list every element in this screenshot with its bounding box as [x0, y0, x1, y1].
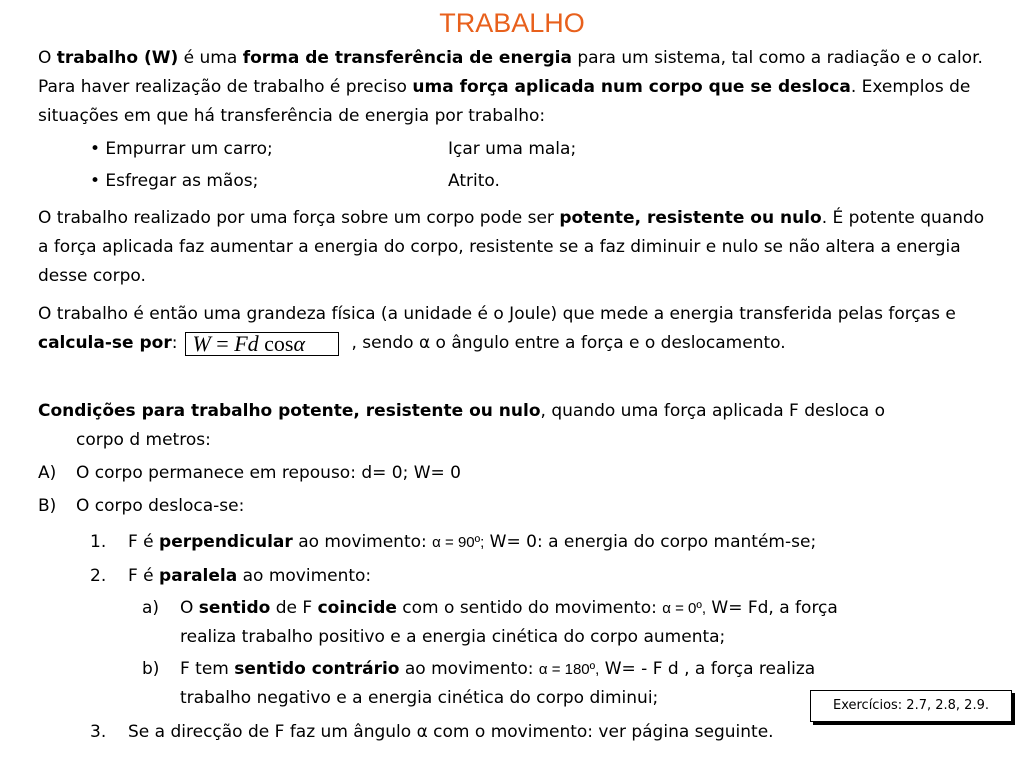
item-3-marker: 3. — [90, 722, 107, 742]
example-rub-hands: • Esfregar as mãos; — [90, 171, 259, 191]
case-b-marker: B) — [38, 496, 57, 516]
example-friction: Atrito. — [448, 171, 500, 191]
intro-paragraph: O trabalho (W) é uma forma de transferência de energia para um sistema, tal como a radiação e o calor. Para haver realização de trabalho é preciso uma força aplicada num corpo que se desloca. Exemplos de situações em que há transferência de energia por trabalho: — [38, 48, 983, 126]
item-1-text: F é perpendicular ao movimento: α = 90º; W= 0: a energia do corpo mantém-se; — [128, 532, 817, 552]
example-push-car: • Empurrar um carro; — [90, 139, 273, 159]
case-a-text: O corpo permanece em repouso: d= 0; W= 0 — [76, 463, 461, 483]
item-2-marker: 2. — [90, 566, 107, 586]
sub-b-marker: b) — [142, 659, 160, 679]
item-1-marker: 1. — [90, 532, 107, 552]
sub-b-continuation: trabalho negativo e a energia cinética do corpo diminui; — [180, 688, 659, 708]
case-b-text: O corpo desloca-se: — [76, 496, 245, 516]
conditions-continuation: corpo d metros: — [76, 430, 211, 450]
work-formula: W = Fd cosα — [185, 332, 339, 356]
work-definition-paragraph: O trabalho é então uma grandeza física (a unidade é o Joule) que mede a energia transferida pelas forças e calcula-se por: W = Fd cosα , sendo α o ângulo entre a força e o deslocamento. — [38, 304, 956, 356]
sub-b-text: F tem sentido contrário ao movimento: α = 180º, W= - F d , a força realiza — [180, 659, 816, 679]
item-3-text: Se a direcção de F faz um ângulo α com o movimento: ver página seguinte. — [128, 722, 774, 742]
item-2-text: F é paralela ao movimento: — [128, 566, 372, 586]
sub-a-continuation: realiza trabalho positivo e a energia cinética do corpo aumenta; — [180, 627, 726, 647]
case-a-marker: A) — [38, 463, 57, 483]
exercises-box: Exercícios: 2.7, 2.8, 2.9. — [810, 690, 1012, 722]
sub-a-marker: a) — [142, 598, 160, 618]
page-title: TRABALHO — [439, 8, 585, 38]
example-lift-bag: Içar uma mala; — [448, 139, 577, 159]
conditions-heading: Condições para trabalho potente, resistente ou nulo, quando uma força aplicada F desloca o — [38, 401, 886, 421]
work-types-paragraph: O trabalho realizado por uma força sobre um corpo pode ser potente, resistente ou nulo. É potente quando a força aplicada faz aumentar a energia do corpo, resistente se a faz diminuir e nulo se não altera a energia desse corpo. — [38, 208, 985, 286]
sub-a-text: O sentido de F coincide com o sentido do movimento: α = 0º, W= Fd, a força — [180, 598, 838, 618]
